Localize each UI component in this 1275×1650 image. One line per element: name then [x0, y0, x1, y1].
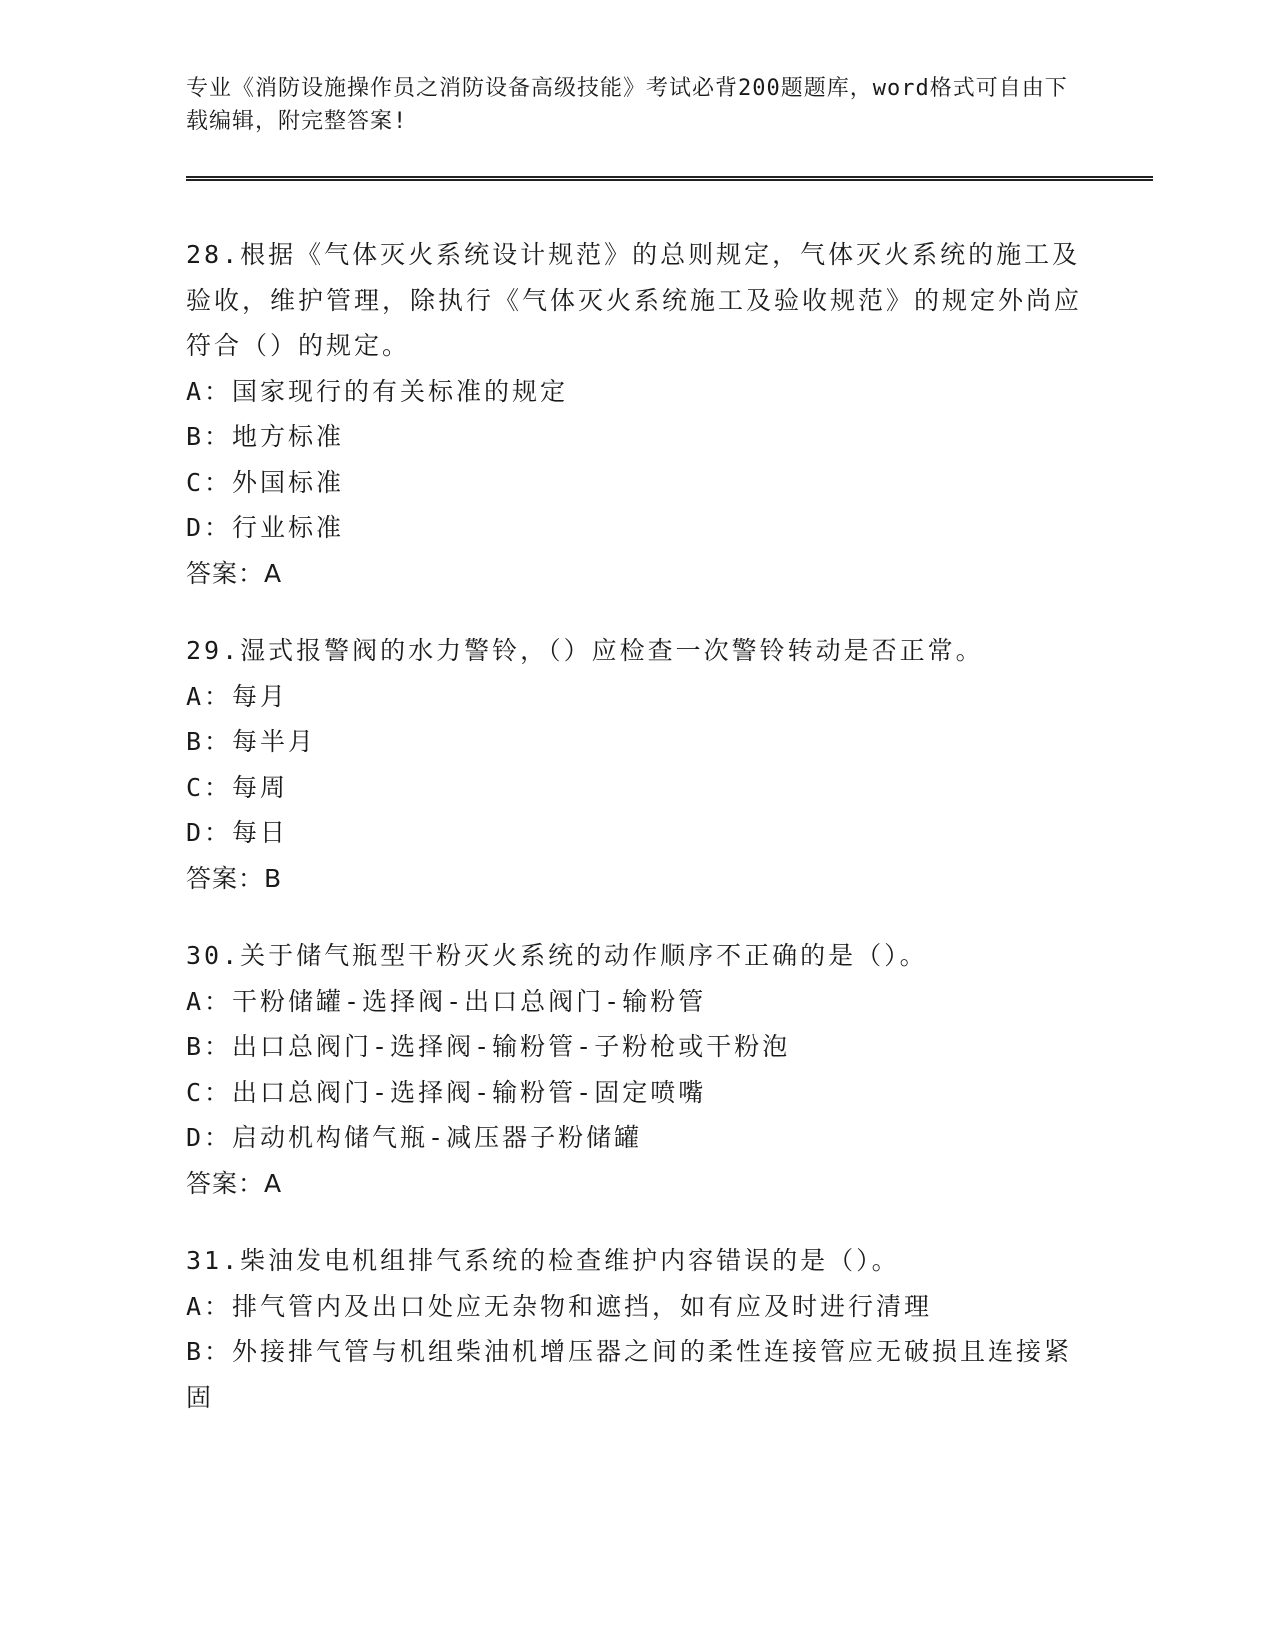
question-stem: 29.湿式报警阀的水力警铃，（）应检查一次警铃转动是否正常。	[186, 636, 984, 665]
option-c: C：外国标准	[186, 467, 345, 497]
question-stem: 31.柴油发电机组排气系统的检查维护内容错误的是（）。	[186, 1246, 900, 1275]
question-29	[186, 628, 1086, 901]
header-divider	[186, 176, 1153, 181]
option-d: D：启动机构储气瓶-减压器子粉储罐	[186, 1123, 643, 1152]
option-b: B：出口总阀门-选择阀-输粉管-子粉枪或干粉泡	[186, 1032, 791, 1061]
option-d: D：每日	[186, 818, 289, 847]
answer-line: 答案：B	[186, 863, 283, 893]
question-31	[186, 1238, 1086, 1420]
option-a: A：干粉储罐-选择阀-出口总阀门-输粉管	[186, 986, 707, 1016]
header-text: 专业《消防设施操作员之消防设备高级技能》考试必背200题题库，word格式可自由下载编辑，附完整答案!	[186, 76, 1068, 134]
answer-line: 答案：A	[186, 1168, 283, 1198]
question-stem: 30.关于储气瓶型干粉灭火系统的动作顺序不正确的是（）。	[186, 941, 928, 970]
question-28	[186, 232, 1086, 596]
document-header	[186, 72, 1086, 138]
question-stem: 28.根据《气体灭火系统设计规范》的总则规定，气体灭火系统的施工及验收，维护管理，除执行《气体灭火系统施工及验收规范》的规定外尚应符合（）的规定。	[186, 240, 1083, 360]
question-30	[186, 933, 1086, 1206]
option-a: A：排气管内及出口处应无杂物和遮挡，如有应及时进行清理	[186, 1291, 933, 1321]
option-b: B：每半月	[186, 727, 317, 756]
answer-line: 答案：A	[186, 558, 283, 588]
option-c: C：每周	[186, 772, 289, 802]
option-b: B：地方标准	[186, 422, 345, 451]
option-a: A：每月	[186, 681, 289, 711]
option-b: B：外接排气管与机组柴油机增压器之间的柔性连接管应无破损且连接紧固	[186, 1337, 1073, 1412]
option-a: A：国家现行的有关标准的规定	[186, 376, 569, 406]
question-list	[186, 232, 1086, 1452]
option-c: C：出口总阀门-选择阀-输粉管-固定喷嘴	[186, 1077, 707, 1107]
option-d: D：行业标准	[186, 513, 345, 542]
